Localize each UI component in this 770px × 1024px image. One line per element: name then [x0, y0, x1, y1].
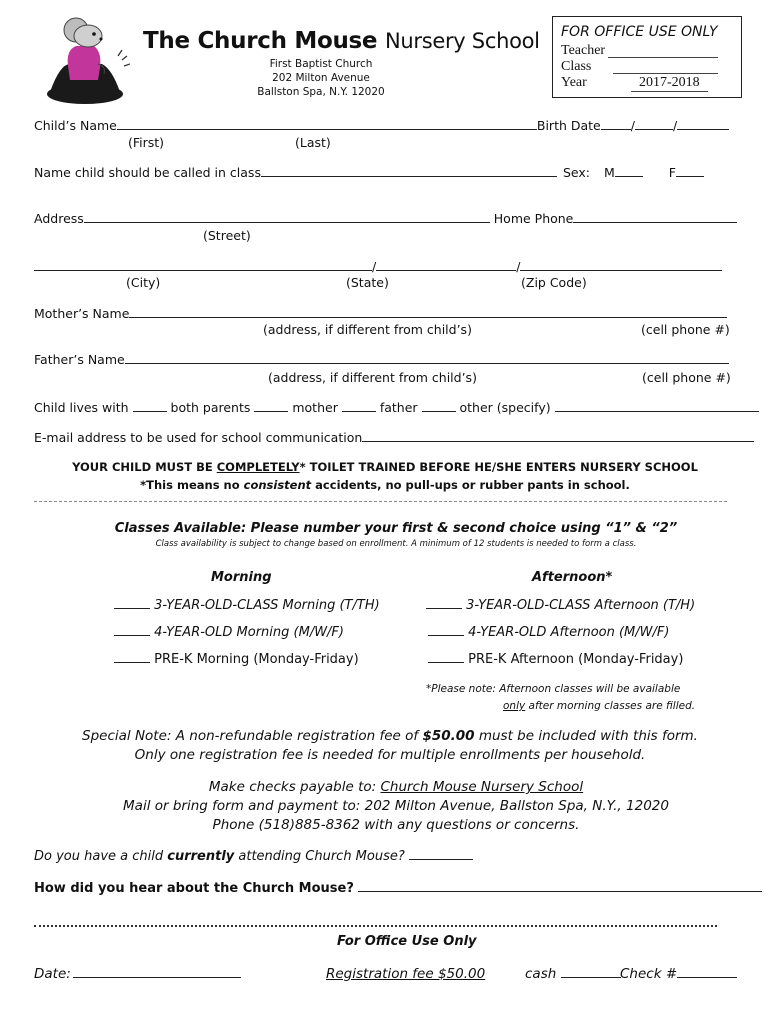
address-row: [34, 211, 737, 226]
father-address-hint: (address, if different from child’s): [268, 370, 477, 385]
zip-hint: (Zip Code): [521, 275, 587, 290]
year-value: 2017-2018: [631, 75, 708, 92]
footer-check: Check #: [620, 966, 737, 982]
sex-m-label: M: [603, 165, 615, 180]
afternoon-note-line-2: only after morning classes are filled.: [503, 700, 696, 712]
footer-date-field[interactable]: [73, 966, 241, 978]
one-fee-note: Only one registration fee is needed for multiple enrollments per household.: [134, 747, 646, 763]
both-parents-field[interactable]: [133, 400, 167, 412]
father-cell-hint: (cell phone #): [642, 370, 731, 385]
sex-m-field[interactable]: [615, 165, 643, 177]
checks-payable: Make checks payable to: Church Mouse Nursery School: [208, 779, 584, 795]
address-label: Address: [34, 211, 84, 226]
lives-with-row: [34, 400, 759, 415]
class-label: Class: [561, 59, 592, 74]
toilet-notice-line-1: YOUR CHILD MUST BE COMPLETELY* TOILET TRAINED BEFORE HE/SHE ENTERS NURSERY SCHOOL: [72, 460, 698, 474]
birth-day-field[interactable]: [635, 118, 673, 130]
childs-name-row: Child’s Name Birth Date / /: [34, 118, 729, 133]
called-name-row: [34, 165, 704, 180]
afternoon-4yr-choice[interactable]: [428, 624, 464, 636]
sex-f-label: F: [668, 165, 676, 180]
phone-instructions: Phone (518)885-8362 with any questions or concerns.: [212, 817, 580, 833]
city-field[interactable]: [34, 259, 372, 271]
birth-month-field[interactable]: [601, 118, 631, 130]
last-name-hint: (Last): [295, 135, 331, 150]
mothers-name-label: Mother’s Name: [34, 306, 130, 321]
hear-about-question: How did you hear about the Church Mouse?: [34, 880, 762, 896]
mothers-name-field[interactable]: [129, 306, 727, 318]
called-name-field[interactable]: [261, 165, 557, 177]
school-title: The Church Mouse Nursery School: [143, 28, 540, 54]
state-field[interactable]: [376, 259, 516, 271]
afternoon-option-4yr: 4-YEAR-OLD Afternoon (M/W/F): [428, 624, 669, 640]
morning-option-prek: PRE-K Morning (Monday-Friday): [114, 651, 359, 667]
afternoon-option-prek: PRE-K Afternoon (Monday-Friday): [428, 651, 683, 667]
afternoon-prek-choice[interactable]: [428, 651, 464, 663]
email-row: [34, 430, 754, 445]
mail-instructions: Mail or bring form and payment to: 202 Milton Avenue, Ballston Spa, N.Y., 12020: [123, 798, 669, 814]
email-field[interactable]: [362, 430, 754, 442]
current-child-question: Do you have a child currently attending Church Mouse?: [34, 848, 473, 864]
footer-check-field[interactable]: [677, 966, 737, 978]
footer-office-heading: For Office Use Only: [337, 934, 477, 949]
lives-with-label: Child lives with: [34, 400, 129, 415]
mothers-name-row: [34, 306, 727, 321]
fathers-name-label: Father’s Name: [34, 352, 125, 367]
childs-name-field[interactable]: [117, 118, 537, 130]
father-field[interactable]: [342, 400, 376, 412]
address-line-1: First Baptist Church: [269, 58, 373, 70]
class-field[interactable]: [613, 73, 718, 74]
office-use-heading: FOR OFFICE USE ONLY: [561, 24, 718, 40]
hear-about-field[interactable]: [358, 880, 762, 892]
fathers-name-field[interactable]: [125, 352, 729, 364]
zip-field[interactable]: [520, 259, 722, 271]
both-parents-label: both parents: [170, 400, 251, 415]
footer-cash: cash: [525, 966, 621, 982]
mother-cell-hint: (cell phone #): [641, 322, 730, 337]
city-state-zip-row: / /: [34, 259, 722, 274]
father-label: father: [379, 400, 418, 415]
footer-cash-field[interactable]: [561, 966, 621, 978]
section-divider: [34, 501, 727, 502]
office-use-box: [552, 16, 742, 98]
morning-3yr-choice[interactable]: [114, 597, 150, 609]
birth-date-label: Birth Date: [536, 118, 601, 133]
sex-f-field[interactable]: [676, 165, 704, 177]
morning-option-4yr: 4-YEAR-OLD Morning (M/W/F): [114, 624, 344, 640]
first-name-hint: (First): [128, 135, 165, 150]
street-hint: (Street): [203, 228, 251, 243]
fathers-name-row: [34, 352, 729, 367]
church-mouse-logo: [40, 14, 130, 106]
afternoon-note-line-1: *Please note: Afternoon classes will be available: [426, 683, 681, 695]
other-label: other (specify): [459, 400, 551, 415]
morning-4yr-choice[interactable]: [114, 624, 150, 636]
registration-fee-note: Special Note: A non-refundable registration fee of $50.00 must be included with this form.: [82, 728, 698, 744]
classes-subnote: Class availability is subject to change based on enrollment. A minimum of 12 students is needed to form a class.: [155, 539, 637, 549]
morning-prek-choice[interactable]: [114, 651, 150, 663]
office-divider: [34, 925, 717, 927]
address-line-2: 202 Milton Avenue: [272, 72, 370, 84]
morning-heading: Morning: [211, 570, 272, 585]
home-phone-label: Home Phone: [493, 211, 574, 226]
other-specify-field[interactable]: [555, 400, 759, 412]
email-label: E-mail address to be used for school communication: [34, 430, 363, 445]
birth-year-field[interactable]: [677, 118, 729, 130]
year-label: Year: [561, 75, 587, 90]
sex-label: Sex:: [562, 165, 590, 180]
mother-field[interactable]: [254, 400, 288, 412]
classes-heading: Classes Available: Please number your first & second choice using “1” & “2”: [114, 521, 678, 536]
current-child-field[interactable]: [409, 848, 473, 860]
footer-date: Date:: [34, 966, 241, 982]
teacher-field[interactable]: [608, 57, 718, 58]
afternoon-heading: Afternoon*: [532, 570, 613, 585]
footer-reg-fee: Registration fee $50.00: [326, 966, 486, 982]
called-name-label: Name child should be called in class: [34, 165, 261, 180]
state-hint: (State): [346, 275, 389, 290]
teacher-label: Teacher: [561, 43, 606, 58]
mother-label: mother: [292, 400, 338, 415]
street-field[interactable]: [84, 211, 490, 223]
childs-name-label: Child’s Name: [34, 118, 117, 133]
mother-address-hint: (address, if different from child’s): [263, 322, 472, 337]
afternoon-3yr-choice[interactable]: [426, 597, 462, 609]
home-phone-field[interactable]: [573, 211, 737, 223]
city-hint: (City): [126, 275, 161, 290]
afternoon-option-3yr: 3-YEAR-OLD-CLASS Afternoon (T/H): [426, 597, 695, 613]
other-field[interactable]: [422, 400, 456, 412]
toilet-notice-line-2: *This means no consistent accidents, no pull-ups or rubber pants in school.: [140, 478, 630, 492]
address-line-3: Ballston Spa, N.Y. 12020: [257, 86, 385, 98]
morning-option-3yr: 3-YEAR-OLD-CLASS Morning (T/TH): [114, 597, 380, 613]
